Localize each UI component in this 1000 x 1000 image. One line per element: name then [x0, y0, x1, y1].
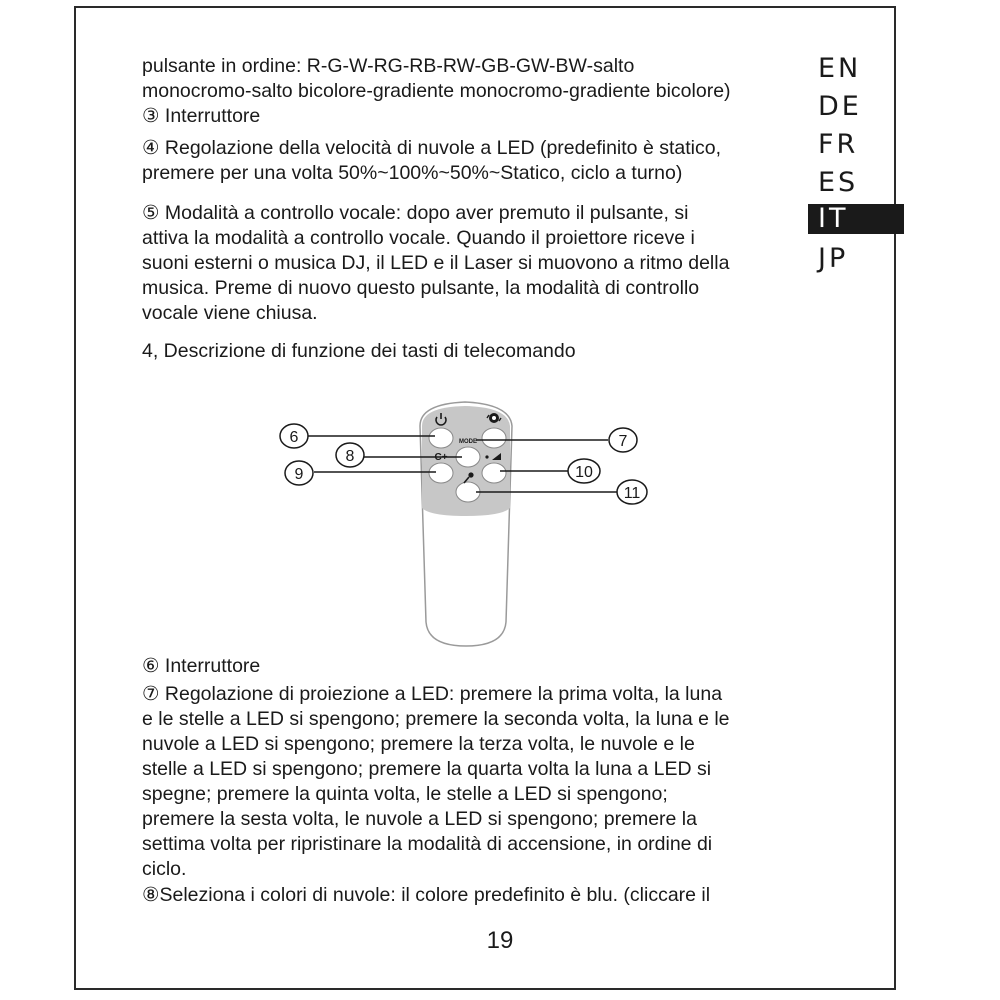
text-line: settima volta per ripristinare la modalità di accensione, in ordine di — [142, 833, 713, 855]
color-plus-label: C+ — [434, 452, 448, 463]
item-5 — [142, 201, 729, 326]
text-line: ciclo. — [142, 858, 187, 880]
text-line: premere la sesta volta, le nuvole a LED si spengono; premere la — [142, 808, 697, 830]
text-line: 4, Descrizione di funzione dei tasti di telecomando — [142, 340, 576, 362]
text-line: ⑥ Interruttore — [142, 655, 261, 677]
text-line: ⑧Seleziona i colori di nuvole: il colore predefinito è blu. (cliccare il — [142, 884, 711, 906]
color-plus-button[interactable] — [429, 463, 453, 483]
item-6 — [142, 654, 260, 679]
svg-text:6: 6 — [289, 429, 299, 446]
remote-diagram — [270, 396, 670, 652]
item-8 — [142, 883, 710, 908]
text-line: spegne; premere la quinta volta, le stelle a LED si spengono; — [142, 783, 668, 805]
text-line: ⑤ Modalità a controllo vocale: dopo aver premuto il pulsante, si — [142, 202, 689, 224]
brightness-button[interactable] — [482, 463, 506, 483]
text-line: premere per una volta 50%~100%~50%~Statico, ciclo a turno) — [142, 162, 683, 184]
callout-10 — [568, 459, 600, 483]
callout-8 — [336, 443, 364, 467]
text-line: monocromo-salto bicolore-gradiente monocromo-gradiente bicolore) — [142, 80, 731, 102]
text-line: vocale viene chiusa. — [142, 302, 318, 324]
callout-11 — [617, 480, 647, 504]
item-4 — [142, 136, 721, 186]
section-heading — [142, 339, 576, 364]
svg-text:8: 8 — [345, 448, 355, 465]
callout-6 — [280, 424, 308, 448]
svg-text:11: 11 — [623, 485, 641, 502]
text-line: ④ Regolazione della velocità di nuvole a LED (predefinito è statico, — [142, 137, 721, 159]
mode-label: MODE — [459, 439, 477, 445]
text-line: musica. Preme di nuovo questo pulsante, la modalità di controllo — [142, 277, 700, 299]
text-line: pulsante in ordine: R-G-W-RG-RB-RW-GB-GW-BW-salto — [142, 55, 635, 77]
lang-tab-fr[interactable]: FR — [818, 129, 859, 160]
svg-text:10: 10 — [575, 464, 593, 481]
svg-text:7: 7 — [618, 433, 628, 450]
text-line: e le stelle a LED si spengono; premere la seconda volta, la luna e le — [142, 708, 730, 730]
text-line: ⑦ Regolazione di proiezione a LED: premere la prima volta, la luna — [142, 683, 723, 705]
intro-paragraph — [142, 54, 731, 104]
text-line: stelle a LED si spengono; premere la quarta volta la luna a LED si — [142, 758, 712, 780]
item-7 — [142, 682, 730, 882]
lang-tab-es[interactable]: ES — [818, 167, 859, 198]
callout-7 — [609, 428, 637, 452]
svg-text:9: 9 — [294, 466, 304, 483]
text-line: attiva la modalità a controllo vocale. Quando il proiettore riceve i — [142, 227, 695, 249]
projection-button[interactable] — [482, 428, 506, 448]
text-line: nuvole a LED si spengono; premere la terza volta, le nuvole e le — [142, 733, 695, 755]
callout-9 — [285, 461, 313, 485]
text-line: suoni esterni o musica DJ, il LED e il Laser si muovono a ritmo della — [142, 252, 730, 274]
lang-tab-jp[interactable]: JP — [818, 243, 849, 274]
lang-tab-de[interactable]: DE — [818, 91, 862, 122]
lang-tab-it[interactable]: IT — [808, 204, 904, 234]
text-line: ③ Interruttore — [142, 105, 261, 127]
language-tabs — [808, 50, 904, 278]
lang-tab-en[interactable]: EN — [818, 53, 862, 84]
page-number: 19 — [486, 927, 514, 954]
item-3 — [142, 104, 260, 129]
power-button[interactable] — [429, 428, 453, 448]
